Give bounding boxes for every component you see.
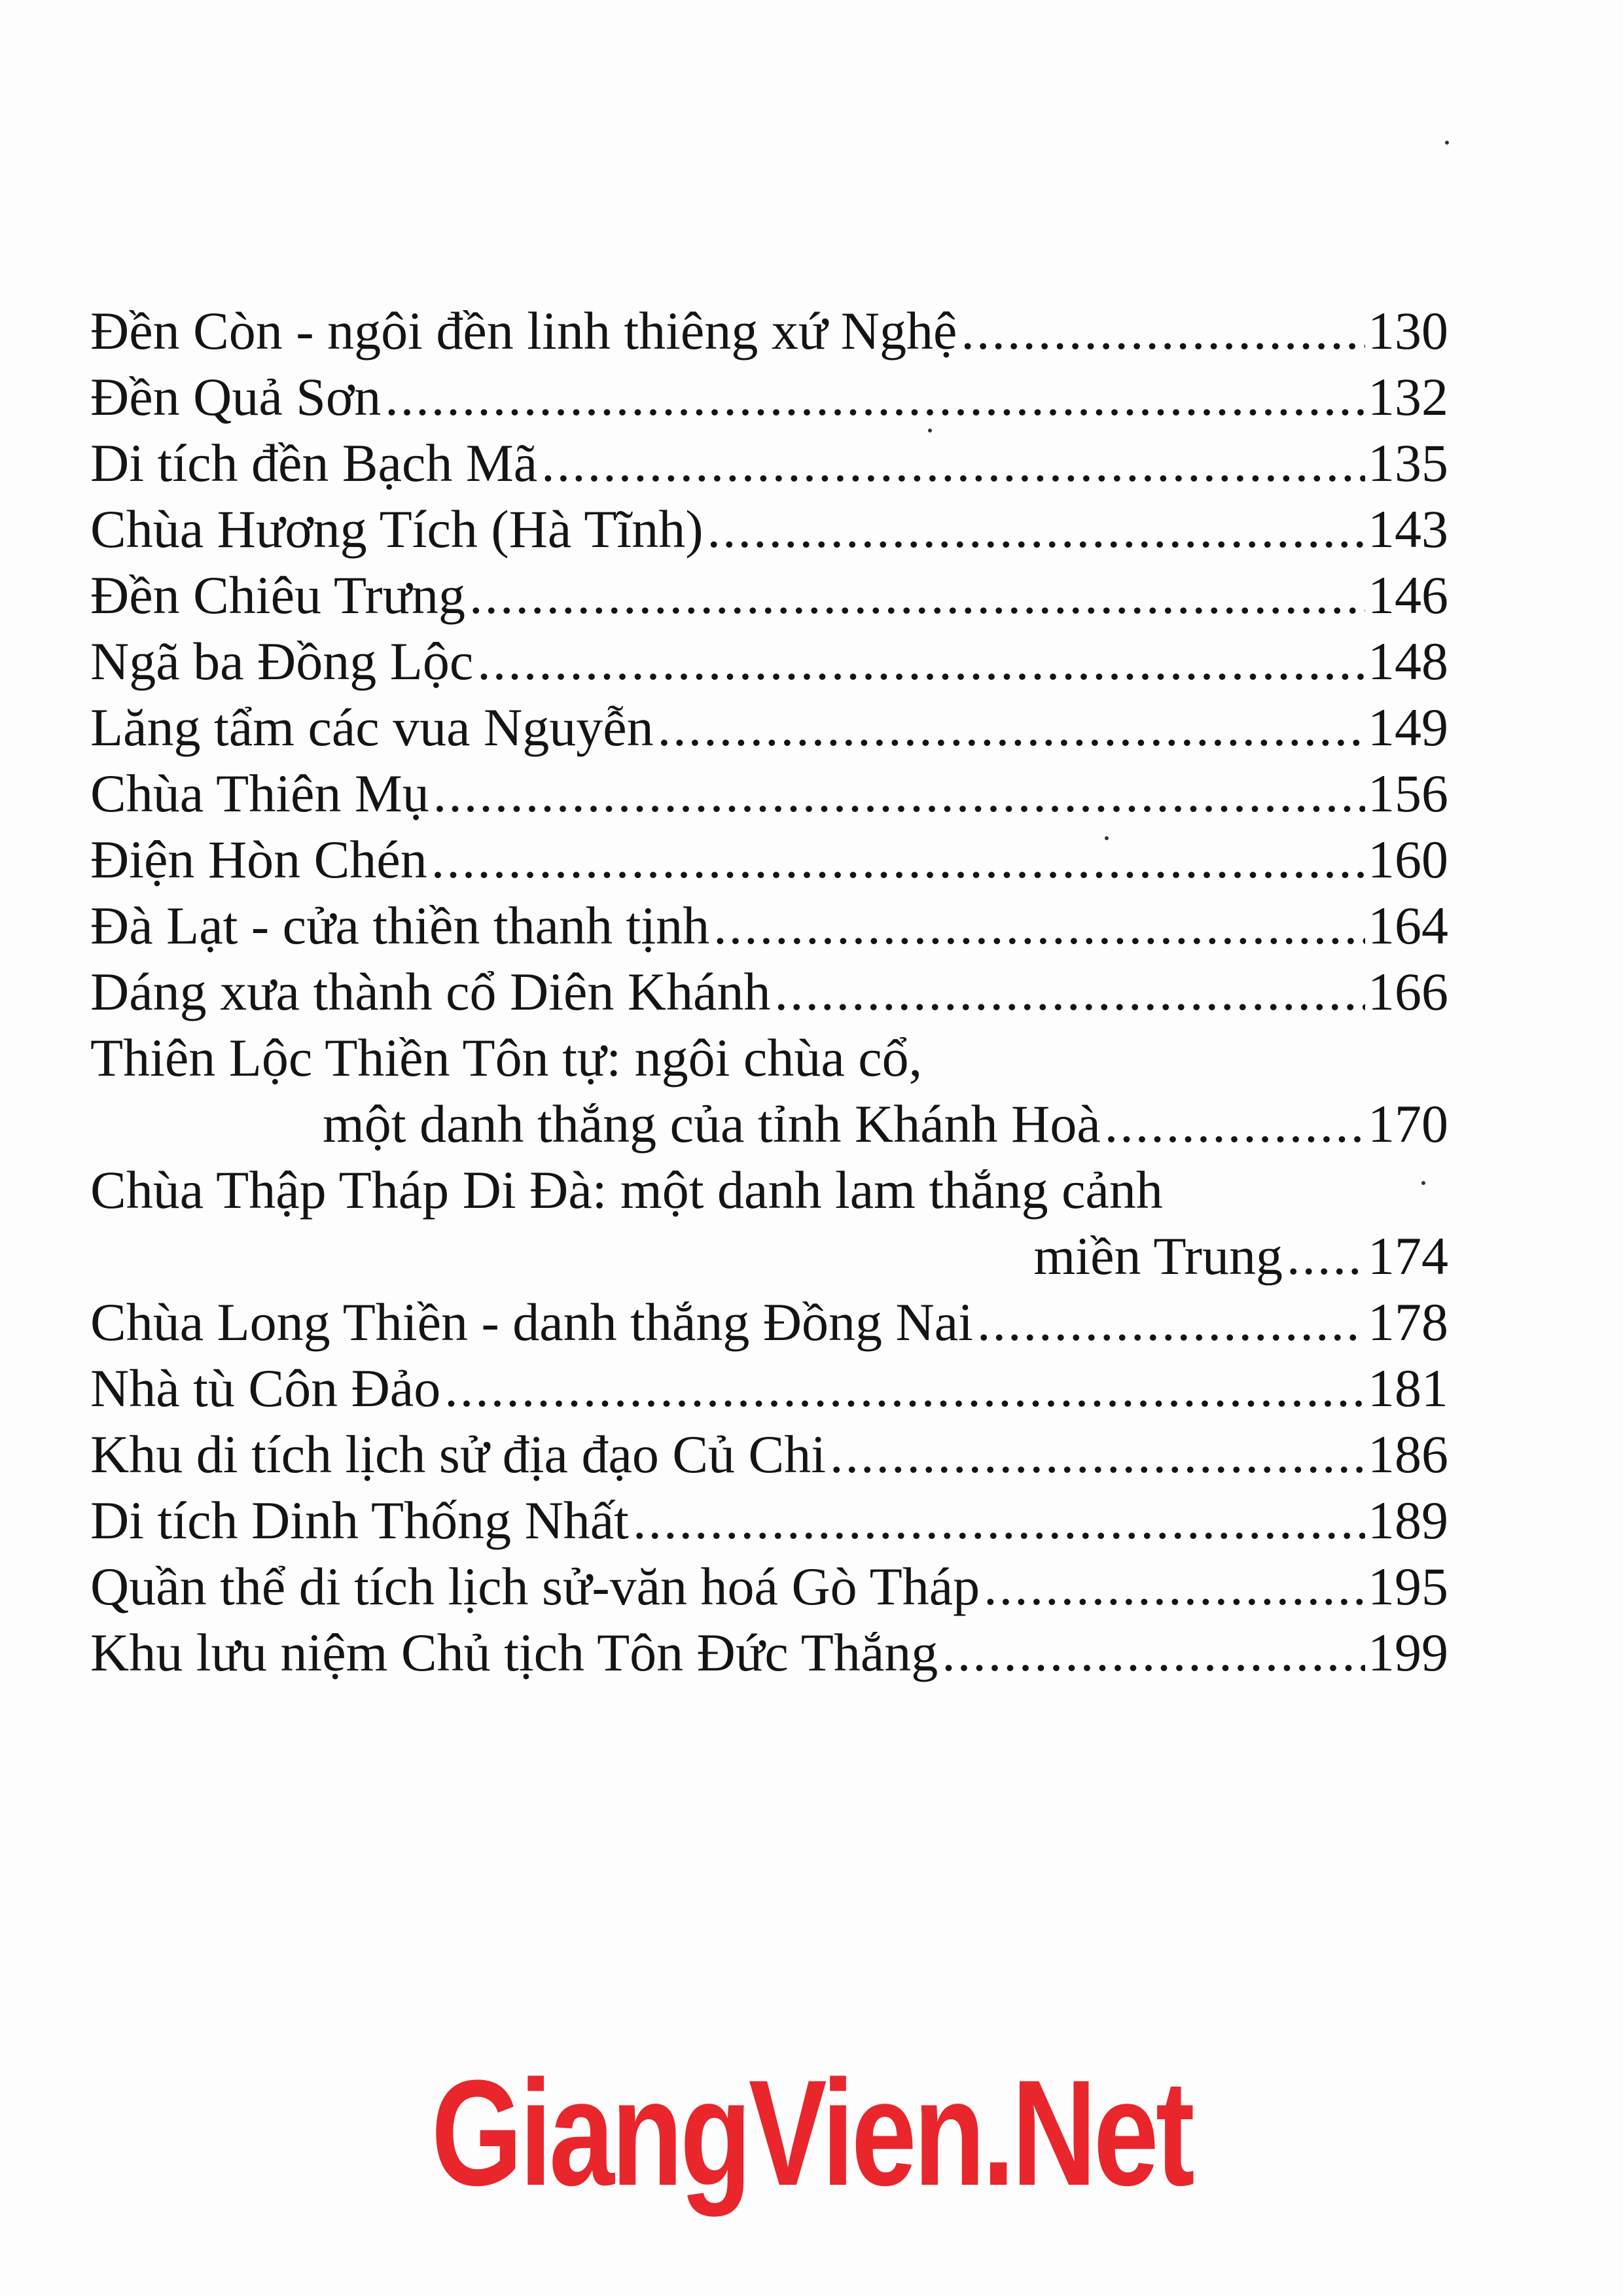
toc-entry-title: Đà Lạt - cửa thiền thanh tịnh [90, 896, 710, 955]
toc-dot-leader [431, 826, 1365, 892]
toc-dot-leader [444, 1355, 1365, 1421]
toc-entry [90, 496, 1448, 562]
toc-line [90, 1421, 1448, 1487]
toc-entry [90, 826, 1448, 892]
toc-entry-page: 170 [1368, 1094, 1448, 1154]
toc-dot-leader [541, 430, 1365, 496]
toc-entry-page: 148 [1368, 631, 1448, 691]
toc-dot-leader [961, 298, 1365, 364]
toc-entry-title: Chùa Hương Tích (Hà Tĩnh) [90, 499, 704, 559]
toc-entry-page: 195 [1368, 1557, 1448, 1616]
toc-entry-title: Khu di tích lịch sử địa đạo Củ Chi [90, 1424, 827, 1484]
toc-entry-page: 178 [1368, 1292, 1448, 1352]
toc-entry-page: 149 [1368, 698, 1448, 757]
toc-line-continuation [90, 1091, 1448, 1157]
scan-speck [928, 429, 932, 433]
toc-line [90, 1487, 1448, 1553]
toc-entry [90, 1421, 1448, 1487]
toc-dot-leader [477, 628, 1365, 694]
table-of-contents [90, 298, 1448, 1686]
toc-entry-page: 146 [1368, 565, 1448, 625]
toc-entry [90, 364, 1448, 430]
toc-entry-title: Di tích Dinh Thống Nhất [90, 1491, 629, 1550]
toc-entry [90, 1355, 1448, 1421]
toc-entry [90, 1157, 1448, 1289]
toc-entry-title-continuation: miền Trung [1033, 1226, 1283, 1286]
toc-line [90, 430, 1448, 496]
toc-line [90, 959, 1448, 1025]
toc-entry-title: Chùa Thiên Mụ [90, 764, 429, 823]
toc-entry [90, 628, 1448, 694]
toc-entry-page: 181 [1368, 1358, 1448, 1418]
toc-entry-page: 174 [1368, 1226, 1448, 1286]
toc-dot-leader [633, 1487, 1365, 1553]
toc-line-continuation [90, 1223, 1448, 1289]
toc-line [90, 760, 1448, 826]
toc-entry-page: 199 [1368, 1623, 1448, 1682]
scan-speck [1421, 1181, 1425, 1185]
toc-entry-title: Quần thể di tích lịch sử-văn hoá Gò Tháp [90, 1557, 980, 1616]
toc-entry-title: Chùa Thập Tháp Di Đà: một danh lam thắng cảnh [90, 1160, 1163, 1220]
toc-entry [90, 892, 1448, 959]
toc-line [90, 892, 1448, 959]
toc-dot-leader [977, 1289, 1365, 1355]
toc-entry-title: Điện Hòn Chén [90, 830, 427, 889]
toc-entry [90, 694, 1448, 760]
toc-dot-leader [385, 364, 1365, 430]
toc-dot-leader [469, 562, 1365, 628]
toc-entry [90, 1025, 1448, 1157]
toc-line [90, 826, 1448, 892]
toc-entry-title: Thiên Lộc Thiền Tôn tự: ngôi chùa cổ, [90, 1028, 923, 1087]
toc-entry-title: Chùa Long Thiền - danh thắng Đồng Nai [90, 1292, 973, 1352]
toc-entry-page: 186 [1368, 1424, 1448, 1484]
toc-dot-leader [1287, 1223, 1365, 1289]
toc-line [90, 1025, 1448, 1091]
toc-entry-page: 132 [1368, 367, 1448, 427]
toc-entry [90, 562, 1448, 628]
toc-dot-leader [707, 496, 1365, 562]
toc-dot-leader [1105, 1091, 1365, 1157]
toc-line [90, 364, 1448, 430]
toc-line [90, 1355, 1448, 1421]
toc-entry-page: 164 [1368, 896, 1448, 955]
toc-entry [90, 1553, 1448, 1619]
toc-entry-title: Đền Chiêu Trưng [90, 565, 465, 625]
toc-dot-leader [775, 959, 1365, 1025]
toc-line [90, 1553, 1448, 1619]
toc-entry-title: Di tích đền Bạch Mã [90, 433, 538, 493]
toc-dot-leader [942, 1619, 1365, 1686]
scan-speck [1105, 836, 1109, 840]
toc-entry-title: Ngã ba Đồng Lộc [90, 631, 474, 691]
toc-line [90, 1289, 1448, 1355]
toc-dot-leader [713, 892, 1365, 959]
watermark-logo: GiangVien.Net [431, 2049, 1192, 2217]
toc-entry-page: 156 [1368, 764, 1448, 823]
toc-entry-page: 160 [1368, 830, 1448, 889]
toc-line [90, 496, 1448, 562]
toc-entry [90, 298, 1448, 364]
toc-entry-page: 166 [1368, 962, 1448, 1021]
toc-line [90, 1619, 1448, 1686]
toc-entry [90, 959, 1448, 1025]
toc-entry [90, 430, 1448, 496]
toc-entry [90, 1289, 1448, 1355]
toc-dot-leader [830, 1421, 1365, 1487]
toc-entry-page: 135 [1368, 433, 1448, 493]
toc-entry-title: Khu lưu niệm Chủ tịch Tôn Đức Thắng [90, 1623, 938, 1682]
toc-line [90, 628, 1448, 694]
toc-entry [90, 1619, 1448, 1686]
scan-speck [1445, 141, 1449, 145]
toc-line [90, 562, 1448, 628]
toc-dot-leader [433, 760, 1365, 826]
toc-line [90, 1157, 1448, 1223]
toc-line [90, 694, 1448, 760]
toc-entry-title: Dáng xưa thành cổ Diên Khánh [90, 962, 771, 1021]
toc-entry-title-continuation: một danh thắng của tỉnh Khánh Hoà [323, 1094, 1101, 1154]
toc-entry-title: Nhà tù Côn Đảo [90, 1358, 441, 1418]
toc-dot-leader [658, 694, 1365, 760]
toc-entry-title: Lăng tẩm các vua Nguyễn [90, 698, 654, 757]
toc-entry [90, 1487, 1448, 1553]
toc-entry [90, 760, 1448, 826]
toc-dot-leader [984, 1553, 1365, 1619]
toc-entry-title: Đền Quả Sơn [90, 367, 382, 427]
toc-entry-title: Đền Còn - ngôi đền linh thiêng xứ Nghệ [90, 301, 957, 361]
toc-entry-page: 130 [1368, 301, 1448, 361]
toc-entry-page: 189 [1368, 1491, 1448, 1550]
toc-line [90, 298, 1448, 364]
toc-entry-page: 143 [1368, 499, 1448, 559]
